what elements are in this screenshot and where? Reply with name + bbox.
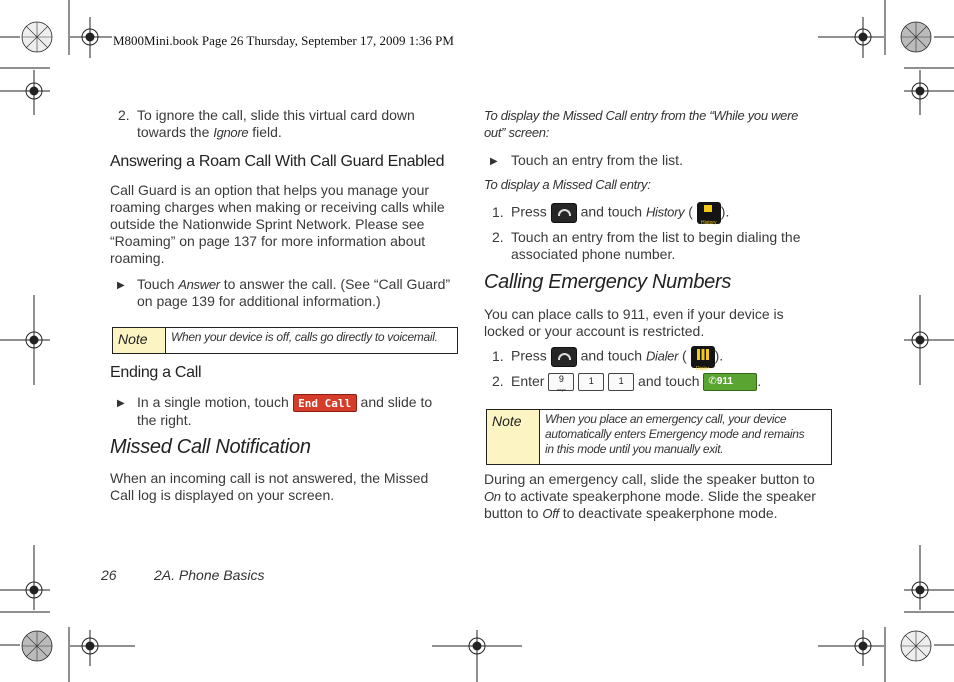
talk-key-icon[interactable] (551, 203, 577, 223)
running-header: M800Mini.book Page 26 Thursday, September 17, 2009 1:36 PM (113, 33, 454, 48)
key-9-sub: wxyz (556, 387, 566, 393)
section-label: 2A. Phone Basics (154, 567, 265, 583)
emergency-line: You can place calls to 911, even if your device is (484, 306, 784, 322)
emergency-paragraph (484, 306, 844, 340)
step-text-2: towards the (137, 124, 214, 140)
display-missed-intro (484, 107, 834, 141)
bullet-text-3: the right. (137, 412, 192, 429)
speaker-paragraph (484, 471, 844, 522)
bullet-text: Touch (137, 276, 179, 292)
step-number: 2. (492, 229, 504, 245)
off-term: Off (542, 506, 559, 521)
talk-key-icon[interactable] (551, 347, 577, 367)
intro-line: out” screen: (484, 125, 550, 140)
step-text: Enter (511, 373, 545, 389)
note-line: automatically enters Emergency mode and remains (545, 427, 805, 441)
note-text (540, 410, 804, 464)
answer-term: Answer (178, 277, 220, 292)
list2-step2 (492, 373, 761, 391)
missed-line: When an incoming call is not answered, the Missed (110, 470, 429, 486)
display-missed-entry: To display a Missed Call entry: (484, 177, 651, 192)
step-number: 2. (492, 373, 504, 389)
intro-line: To display the Missed Call entry from the “While you were (484, 108, 799, 123)
step-text-3: field. (248, 124, 282, 140)
history-icon[interactable] (697, 202, 721, 224)
step-text-3: . (757, 373, 762, 389)
dialer-glyph (697, 349, 709, 360)
dialer-icon[interactable] (691, 346, 715, 372)
answer-bullet (137, 276, 467, 310)
note-voicemail (112, 327, 458, 354)
history-icon-label: History (701, 220, 717, 226)
list1-step2 (492, 229, 801, 263)
note-label: Note (487, 410, 540, 464)
bullet-triangle-icon: ▶ (117, 398, 125, 409)
step-number: 1. (492, 347, 504, 364)
note-label: Note (113, 328, 166, 353)
roam-line: Call Guard is an option that helps you manage your (110, 182, 430, 198)
step-text: Touch an entry from the list to begin dialing the (511, 229, 801, 245)
step-number: 2. (118, 107, 130, 123)
on-term: On (484, 489, 501, 504)
speaker-line-3 (484, 505, 844, 522)
step-text: To ignore the call, slide this virtual card down (137, 107, 415, 123)
ending-heading: Ending a Call (110, 364, 202, 381)
step-number: 1. (492, 203, 504, 220)
step-text-3: ). (714, 347, 724, 364)
speaker-text-3: to deactivate speakerphone mode. (558, 505, 778, 521)
speaker-text: to activate speakerphone mode. Slide the speaker (500, 488, 816, 504)
dialer-icon-label: Dialer (696, 366, 710, 372)
touch-entry-bullet: Touch an entry from the list. (511, 152, 683, 168)
roam-paragraph (110, 182, 470, 267)
history-term: History (645, 204, 685, 220)
key-9-label: 9 (558, 374, 564, 385)
dialer-term: Dialer (645, 348, 679, 364)
bullet-text-2: to answer the call. (See “Call Guard” (219, 276, 451, 292)
bullet-text: In a single motion, touch (137, 394, 289, 410)
end-call-label: End Call (298, 397, 352, 411)
roam-heading: Answering a Roam Call With Call Guard Enabled (110, 153, 445, 170)
speaker-line: During an emergency call, slide the speaker button to (484, 471, 815, 487)
list2-step1: 1. Press and touch Dialer ( Dialer ). (492, 346, 723, 368)
bullet-triangle-icon: ▶ (490, 156, 498, 167)
roam-line: “Roaming” on page 137 for more information about (110, 233, 426, 249)
roam-line: outside the Nationwide Sprint Network. Please see (110, 216, 425, 232)
roam-line: roaming. (110, 250, 165, 266)
step-2-ignore (118, 107, 458, 141)
bullet-text-2: and slide to (360, 394, 433, 410)
note-text: When your device is off, calls go directly to voicemail. (171, 330, 438, 344)
step-text: Press (511, 347, 547, 364)
step-text-2: associated phone number. (511, 246, 676, 262)
note-line: When you place an emergency call, your device (545, 412, 787, 426)
ignore-term: Ignore (213, 125, 249, 140)
history-glyph (704, 205, 712, 212)
key-9[interactable] (548, 373, 574, 391)
roam-line: roaming charges when making or receiving calls while (110, 199, 445, 215)
step-text-2: and touch (580, 347, 643, 364)
bullet-triangle-icon: ▶ (117, 280, 125, 291)
speaker-line-2 (484, 488, 844, 505)
step-text-3: ). (720, 203, 730, 220)
step-text-2: and touch (638, 373, 700, 389)
speaker-text-2: button to (484, 505, 543, 521)
emergency-heading: Calling Emergency Numbers (484, 271, 732, 293)
bullet-text-3: on page 139 for additional information.) (137, 293, 381, 309)
step-text-2: and touch (580, 203, 643, 220)
missed-heading: Missed Call Notification (110, 436, 311, 458)
ending-bullet (137, 394, 467, 429)
list1-step1: 1. Press and touch History ( History ). (492, 202, 729, 224)
call-911-label: 911 (716, 376, 733, 388)
note-emergency (486, 409, 832, 465)
emergency-line: locked or your account is restricted. (484, 323, 705, 339)
key-1[interactable]: 1 (578, 373, 604, 391)
step-text: Press (511, 203, 547, 220)
end-call-button[interactable]: End Call ☼ (293, 394, 357, 412)
note-line: in this mode until you manually exit. (545, 442, 724, 456)
missed-paragraph (110, 470, 470, 504)
call-911-button[interactable]: ✆911 (703, 373, 757, 391)
key-1-second[interactable]: 1 (608, 373, 634, 391)
missed-line: Call log is displayed on your screen. (110, 487, 335, 503)
page-number: 26 (101, 567, 117, 583)
